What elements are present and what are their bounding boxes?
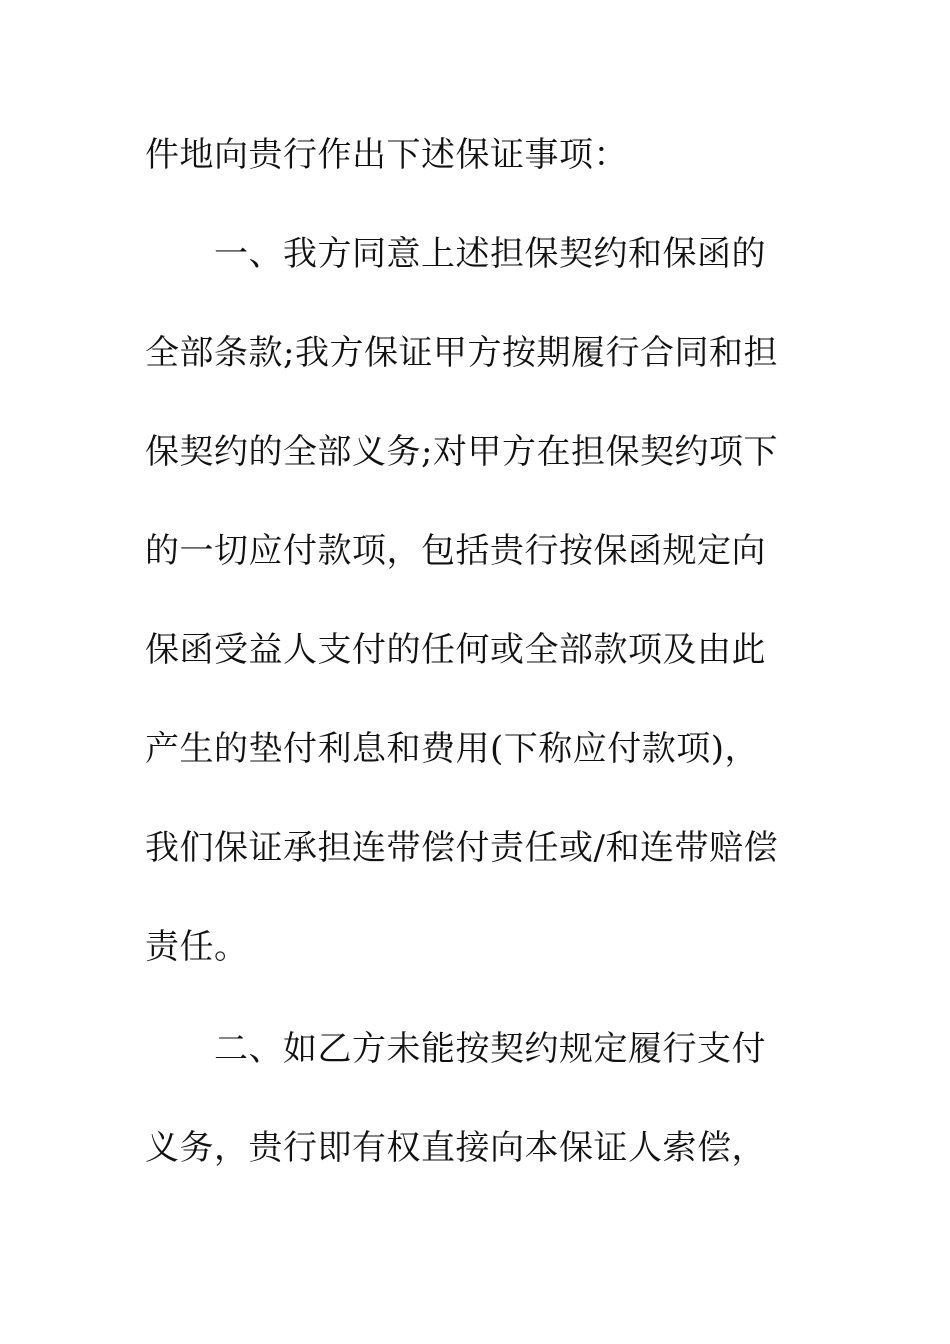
text-line: 责任。 — [145, 927, 249, 967]
paragraph-one-first-line: 一、我方同意上述担保契约和保函的 — [214, 234, 766, 274]
text-line: 保函受益人支付的任何或全部款项及由此 — [145, 630, 766, 670]
text-line: 义务，贵行即有权直接向本保证人索偿， — [145, 1128, 766, 1168]
text-line: 保契约的全部义务;对甲方在担保契约项下 — [145, 432, 778, 472]
text-line: 产生的垫付利息和费用(下称应付款项)， — [145, 729, 760, 769]
text-line: 我们保证承担连带偿付责任或/和连带赔偿 — [145, 828, 778, 868]
paragraph-two-first-line: 二、如乙方未能按契约规定履行支付 — [214, 1029, 766, 1069]
text-line: 件地向贵行作出下述保证事项： — [145, 135, 628, 175]
text-line: 全部条款;我方保证甲方按期履行合同和担 — [145, 333, 778, 373]
text-line: 的一切应付款项，包括贵行按保函规定向 — [145, 531, 766, 571]
